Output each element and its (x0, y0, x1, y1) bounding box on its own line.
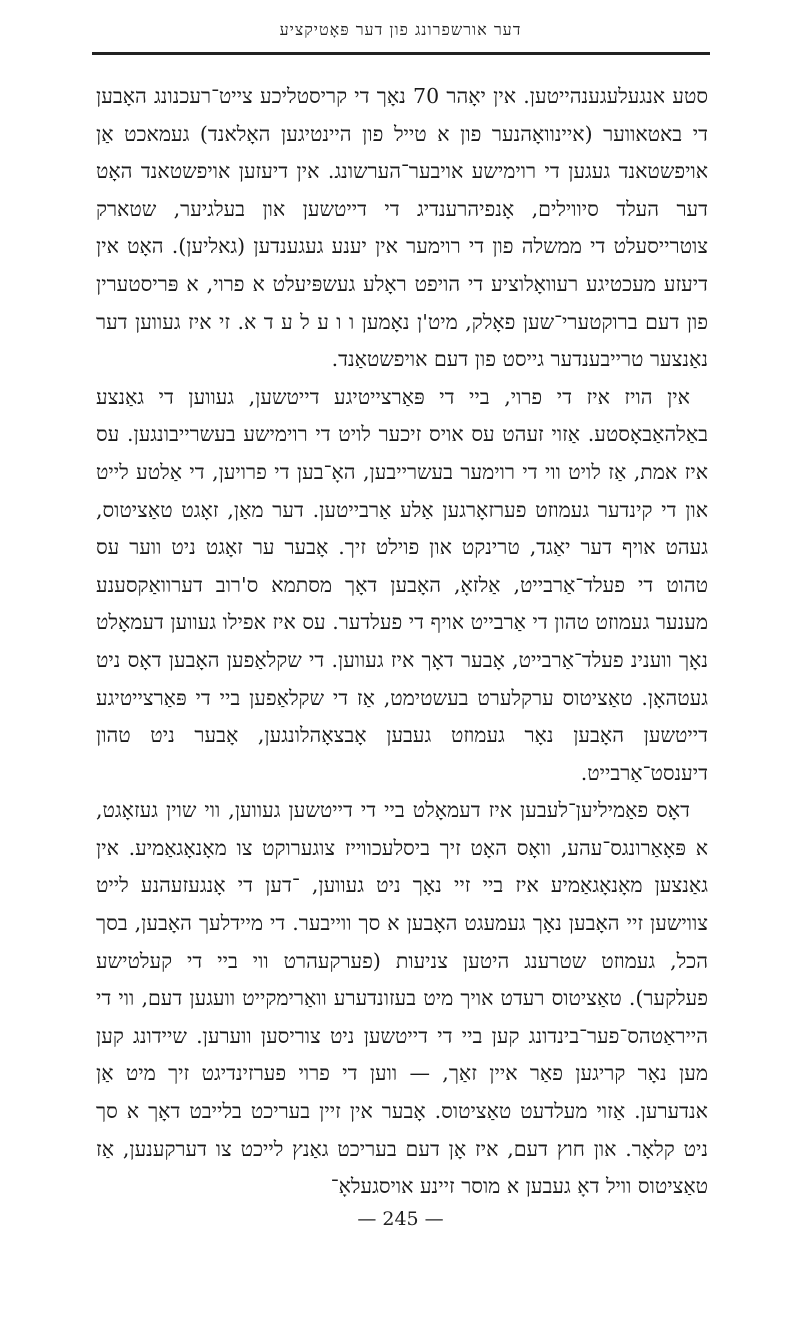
paragraph-1: סטע אנגעלעגענהייטען. אין יאָהר 70 נאָך די קריסטליכע צייט־רעכנונג האָבען די באטאווער (איינוואָהנער פון א טייל פון היינטיגען האָלאנד) געמאכט אַן אויפשטאנד געגען די רוימישע אויבער־הערשונג. אין דיעזען אויפשטאנד האָט דער העלד סיווילים, אָנפיהרענדיג די דייטשען און בעלגיער, שטארק צוטרייסעלט די ממשלה פון די רוימער אין יענע געגענדען (גאליען). האָט אין דיעזע מעכטיגע רעוואָלוציע די הויפט ראָלע געשפּיעלט א פרוי, א פּריסטערין פון דעם ברוקטערי־שען פאָלק, מיט'ן נאָמען ו ו ע ל ע ד א. זי איז געווען דער נאַנצער טרייבענדער גייסט פון דעם אויפשטאַנד. (96, 84, 708, 372)
paragraph-3: דאָס פאַמיליען־לעבען איז דעמאָלט ביי די דייטשען געווען, ווי שוין געזאָגט, א פּאָאַרונגס־עהע, וואָס האָט זיך ביסלעכווייז צוגערוקט צו מאָנאָגאַמיע. אין גאַנצען מאָנאָגאַמיע איז ביי זיי נאָך ניט געווען, ־דען די אָנגעזעהנע לייט צווישען זיי האָבען נאָך געמעגט האָבען א סך ווייבער. די מיידלעך האָבען, בסך הכל, געמוזט שטרענג היטען צניעות (פערקעהרט ווי ביי די קעלטישע פעלקער). טאַציטוס רעדט אויך מיט בעזונדערע וואַרימקייט וועגען דעם, ווי די הייראַטהס־פער־בינדונג קען ביי די דייטשען ניט צוריסען ווערען. שיידונג קען מען נאָר קריגען פאַר איין זאַך, — ווען די פרוי פערזינדיגט זיך מיט אַן אנדערען. אַזוי מעלדעט טאַציטוס. אָבער אין זיין בעריכט בלייבט דאָך א סך ניט קלאָר. און חוץ דעם, איז אָן דעם בעריכט גאַנץ לייכט צו דערקענען, אַז טאַציטוס וויל דאָ געבען א מוסר זיינע אויסגעלאָ־ (96, 798, 708, 1199)
paragraph-2: אין הויז איז די פרוי, ביי די פּאַרצייטיגע דייטשען, געווען די גאַנצע באַלהאַבאָסטע. אַזוי זעהט עס אויס זיכער לויט די רוימישע בעשרייבונגען. עס איז אמת, אַז לויט ווי די רוימער בעשרייבען, האָ־בען די פרויען, די אַלטע לייט און די קינדער געמוזט פערזאָרגען אַלע אַרבייטען. דער מאַן, זאָגט טאַציטוס, געהט אויף דער יאַגד, טרינקט און פוילט זיך. אָבער ער זאָגט ניט ווער עס טהוט די פעלד־אַרבייט, אַלזאָ, האָבען דאָך מסתמא ס'רוב דערוואַקסענע מענער געמוזט טהון די אַרבייט אויף די פעלדער. עס איז אפילו געווען דעמאָלט נאָך ווענינ פעלד־אַרבייט, אָבער דאָך איז געווען. די שקלאַפען האָבען דאָס ניט געטהאָן. טאַציטוס ערקלערט בעשטימט, אַז די שקלאַפען ביי די פּאַרצייטיגע דייטשען האָבען נאָר געמוזט געבען אָבצאָהלונגען, אָבער ניט טהון דיענסט־אַרבייט. (96, 384, 708, 785)
running-header: דער אורשפרונג פון דער פּאָטיקציע (279, 20, 522, 39)
header-rule (92, 52, 710, 55)
body-text (96, 78, 708, 1206)
page-number: — 245 — (357, 1208, 444, 1230)
